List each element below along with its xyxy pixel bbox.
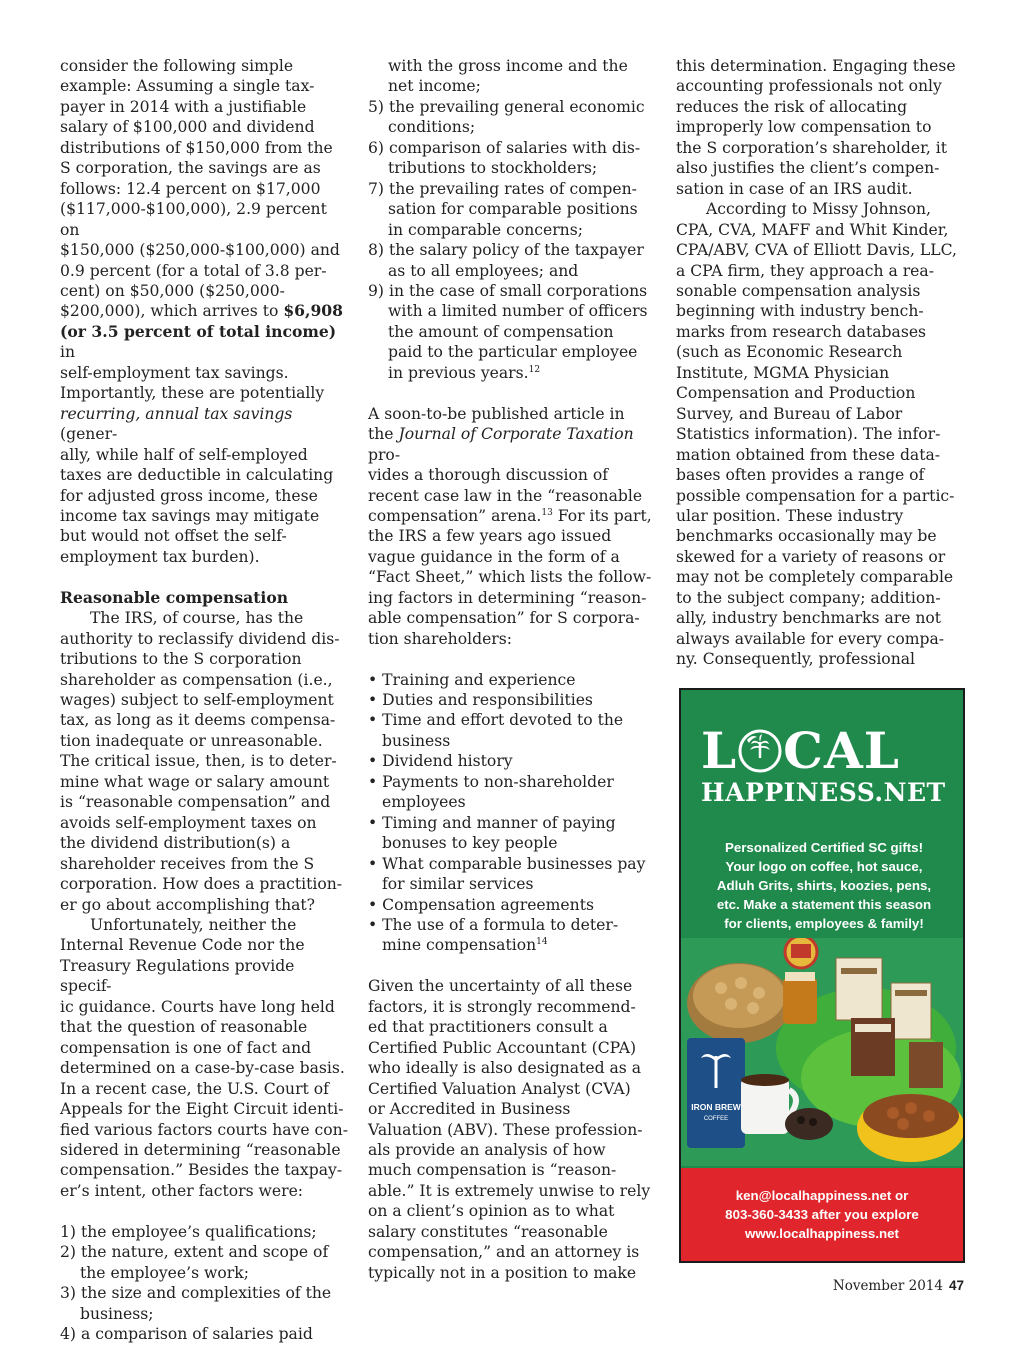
bullet-item: • The use of a formula to deter- [368, 916, 619, 934]
savings-amount: $6,908 [283, 301, 344, 321]
list-item: 2) the nature, extent and scope of [60, 1243, 329, 1262]
footnote-ref: 12 [528, 364, 541, 375]
list-item: 4) a comparison of salaries paid [60, 1325, 313, 1344]
issue-date: November 2014 [832, 1278, 943, 1294]
page-number: 47 [948, 1278, 964, 1293]
list-item: 9) in the case of small corporations [368, 281, 648, 300]
footnote-ref: 13 [541, 507, 553, 518]
product-photo [681, 938, 963, 1166]
bullet-item: • Training and experience [368, 670, 576, 689]
ad-contact[interactable] [681, 1168, 963, 1261]
paragraph-courts: Unfortunately, neither the Internal Revenue Code nor the Treasury Regulations provide specif- ic guidance. Courts have long held that the question of reasonable compensation is one of fact and determined on a case-by-case basis. In a recent case, the U.S. Court of Appeals for the Eight Circuit identi- fied various factors courts have con- sidered in determining “reasonable compensation.” Besides the taxpay- er’s intent, other factors were: [60, 916, 348, 1200]
coffee-label: IRON BREW [691, 1102, 741, 1112]
ad-email[interactable]: ken@localhappiness.net or [735, 1188, 909, 1203]
section-heading: Reasonable compensation [60, 587, 289, 607]
palmetto-crescent-icon [738, 728, 782, 774]
footnote-ref: 14 [536, 937, 548, 948]
page-footer [833, 1278, 964, 1294]
bullet-item: • Duties and responsibilities [368, 691, 593, 710]
savings-percent: (or 3.5 percent of total income) [60, 321, 337, 341]
bullet-item: • What comparable businesses pay [368, 854, 646, 873]
journal-title: Journal of Corporate Taxation [398, 425, 634, 444]
coffee-sub-label: COFFEE [703, 1116, 729, 1122]
bullet-item: • Timing and manner of paying [368, 813, 616, 832]
column-1 [60, 56, 350, 1345]
list-item: 6) comparison of salaries with dis- [368, 138, 641, 157]
bullet-item: • Compensation agreements [368, 895, 594, 914]
paragraph-determination: this determination. Engaging these accounting professionals not only reduces the risk of allocating improperly low compensation to the S corporation’s shareholder, it also justifies the client’s compen- sation in case of an IRS audit. [676, 57, 956, 198]
column-2: with the gross income and the net income; 5) the prevailing general economic conditions; 6) comparison of salaries with dis- tributions to stockholders; 7) the prevailing rates of compen- sation for comparable positions in comparable concerns; 8) the salary policy of the taxpayer as to all employees; and 9) in the case of small corporations with a limited number of officers the amount of compensation paid to the particular employee in previous years.$^{12}$ A soon-to-be published article in the Journal of Corporate Taxation pro- vides a thorough discussion of recent case law in the “reasonable compensation” arena.$^{13}$ For its part, the IRS a few years ago issued vague guidance in the form of a “Fact Sheet,” which lists the follow- ing factors in determining “reason- able compensation” for S corpora- tion shareholders: • Training and experience • Duties and responsibilities • Time and effort devoted to the business • Dividend history • Payments to non-shareholder employees • Timing and manner of paying bonuses to key people • What comparable businesses pay for similar services • Compensation agreements • The use of a formula to deter- mine compensation$^{14}$ Given the uncertainty of all these factors, it is strongly recommend- ed that practitioners consult a Certified Public Accountant (CPA) who ideally is also designated as a Certified Valuation Analyst (CVA) or Accredited in Business Valuation (ABV). These profession- als provide an analysis of how much compensation is “reason- able.” It is extremely unwise to rely on a client’s opinion as to what salary constitutes “reasonable compensation,” and an attorney is typically not in a position to make [368, 56, 658, 1283]
product-collage-image [681, 938, 963, 1166]
ad-website-link[interactable]: www.localhappiness.net [745, 1226, 899, 1241]
bullet-item: • Payments to non-shareholder [368, 772, 614, 791]
list-item: 1) the employee’s qualifications; [60, 1222, 317, 1241]
bullet-item: • Time and effort devoted to the [368, 711, 624, 730]
ad-phone[interactable]: 803-360-3433 after you explore [725, 1207, 919, 1222]
bullet-item: • Dividend history [368, 752, 513, 771]
ad-description: Personalized Certified SC gifts! Your logo on coffee, hot sauce, Adluh Grits, shirts, koozies, pens, etc. Make a statement this season for clients, employees & family! [716, 840, 932, 931]
paragraph-article: A soon-to-be published article in the Journal of Corporate Taxation pro- vides a thorough discussion of recent case law in the “reasonable compensation” arena.$^{13}$ For its part, the IRS a few years ago issued vague guidance in the form of a “Fact Sheet,” which lists the follow- ing factors in determining “reason- able compensation” for S corpora- tion shareholders: [368, 404, 652, 648]
list-item: 8) the salary policy of the taxpayer [368, 241, 644, 260]
factor-list: 1) the employee’s qualifications; 2) the nature, extent and scope of the employee’s work; 3) the size and complexities of the business; 4) a comparison of salaries paid [60, 1222, 350, 1345]
paragraph-recommendation: Given the uncertainty of all these factors, it is strongly recommend- ed that practitioners consult a Certified Public Accountant (CPA) who ideally is also designated as a Certified Valuation Analyst (CVA) or Accredited in Business Valuation (ABV). These profession- als provide an analysis of how much compensation is “reason- able.” It is extremely unwise to rely on a client’s opinion as to what salary constitutes “reasonable compensation,” and an attorney is typically not in a position to make [368, 977, 651, 1282]
list-item: 5) the prevailing general economic [368, 97, 645, 116]
paragraph-irs: The IRS, of course, has the authority to reclassify dividend dis- tributions to the S corporation shareholder as compensation (i.e., wages) subject to self-employment tax, as long as it deems compensa- tion inadequate or unreasonable. The critical issue, then, is to deter- mine what wage or salary amount is “reasonable compensation” and avoids self-employment taxes on the dividend distribution(s) a shareholder receives from the S corporation. How does a practition- er go about accomplishing that? [60, 609, 343, 914]
ad-logo: L CAL HAPPINESS.NET [701, 721, 946, 807]
local-happiness-ad[interactable] [679, 688, 965, 1263]
column-3 [676, 56, 966, 670]
bullet-list: • Training and experience • Duties and responsibilities • Time and effort devoted to the business • Dividend history • Payments to non-shareholder employees • Timing and manner of paying bonuses to key people • What comparable businesses pay for similar services • Compensation agreements • The use of a formula to deter- mine compensation$^{14}$ [368, 670, 658, 956]
list-item: 7) the prevailing rates of compen- [368, 179, 637, 198]
paragraph-benchmarks: According to Missy Johnson, CPA, CVA, MAFF and Whit Kinder, CPA/ABV, CVA of Elliott Davis, LLC, a CPA firm, they approach a rea- sonable compensation analysis beginning with industry bench- marks from research databases (such as Economic Research Institute, MGMA Physician Compensation and Production Survey, and Bureau of Labor Statistics information). The infor- mation obtained from these data- bases often provides a range of possible compensation for a partic- ular position. These industry benchmarks occasionally may be skewed for a variety of reasons or may not be completely comparable to the subject company; addition- ally, industry benchmarks are not always available for every compa- ny. Consequently, professional [676, 200, 957, 669]
paragraph-example: consider the following simple example: Assuming a single tax- payer in 2014 with a justifiable salary of $100,000 and dividend distributions of $150,000 from the S corporation, the savings are as follows: 12.4 percent on $17,000 ($117,000-$100,000), 2.9 percent on $150,000 ($250,000-$100,000) and 0.9 percent (for a total of 3.8 per- cent) on $50,000 ($250,000- $200,000), which arrives to $6,908 (or 3.5 percent of total income) in self-employment tax savings. Importantly, these are potentially recurring, annual tax savings (gener- ally, while half of self-employed taxes are deductible in calculating for adjusted gross income, these income tax savings may mitigate but would not offset the self- employment tax burden). [60, 57, 344, 566]
list-item: 3) the size and complexities of the [60, 1284, 332, 1303]
